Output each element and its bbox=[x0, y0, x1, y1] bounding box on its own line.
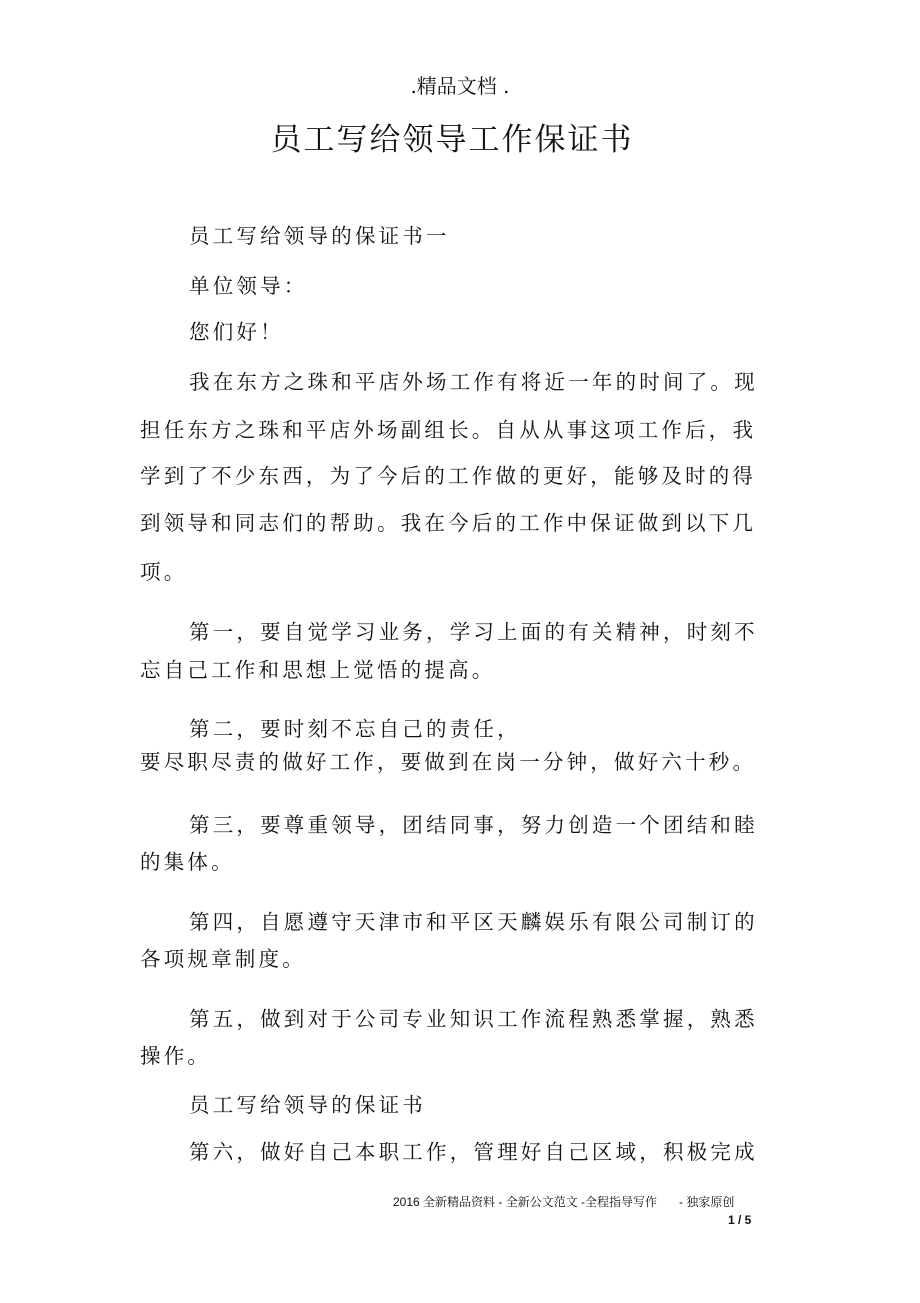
section-heading: 员工写给领导的保证书一 bbox=[189, 224, 450, 248]
salutation: 单位领导： bbox=[189, 274, 308, 298]
paragraph-line: 到领导和同志们的帮助。我在今后的工作中保证做到以下几 bbox=[140, 511, 757, 535]
item-six-line: 第六，做好自己本职工作，管理好自己区域，积极完成 bbox=[189, 1140, 758, 1164]
item-two-line: 第二，要时刻不忘自己的责任， bbox=[189, 717, 521, 741]
item-four-line: 第四，自愿遵守天津市和平区天麟娱乐有限公司制订的 bbox=[189, 910, 758, 934]
item-four-line: 各项规章制度。 bbox=[140, 947, 306, 971]
footer-promo bbox=[393, 1194, 734, 1210]
item-two-line: 要尽职尽责的做好工作，要做到在岗一分钟，做好六十秒。 bbox=[140, 750, 757, 774]
paragraph-line: 学到了不少东西，为了今后的工作做的更好，能够及时的得 bbox=[140, 464, 757, 488]
paragraph-line: 我在东方之珠和平店外场工作有将近一年的时间了。现 bbox=[189, 370, 758, 394]
header-label: .精品文档 . bbox=[410, 74, 510, 98]
item-five-line: 第五，做到对于公司专业知识工作流程熟悉掌握，熟悉 bbox=[189, 1007, 758, 1031]
item-three-line: 的集体。 bbox=[140, 850, 235, 874]
item-one-line: 第一，要自觉学习业务，学习上面的有关精神，时刻不 bbox=[189, 620, 758, 644]
document-title: 员工写给领导工作保证书 bbox=[270, 122, 634, 158]
item-three-line: 第三，要尊重领导，团结同事，努力创造一个团结和睦 bbox=[189, 813, 758, 837]
page-indicator: 1 / 5 bbox=[728, 1213, 752, 1227]
greeting: 您们好！ bbox=[189, 320, 284, 344]
paragraph-line: 担任东方之珠和平店外场副组长。自从从事这项工作后，我 bbox=[140, 418, 757, 442]
footer-promo-tail: - 独家原创 bbox=[679, 1195, 735, 1209]
section-heading: 员工写给领导的保证书 bbox=[189, 1093, 426, 1117]
footer-promo-main: 2016 全新精品资料 - 全新公文范文 -全程指导写作 bbox=[393, 1195, 658, 1209]
item-five-line: 操作。 bbox=[140, 1044, 212, 1068]
paragraph-line: 项。 bbox=[140, 560, 188, 584]
item-one-line: 忘自己工作和思想上觉悟的提高。 bbox=[140, 658, 496, 682]
